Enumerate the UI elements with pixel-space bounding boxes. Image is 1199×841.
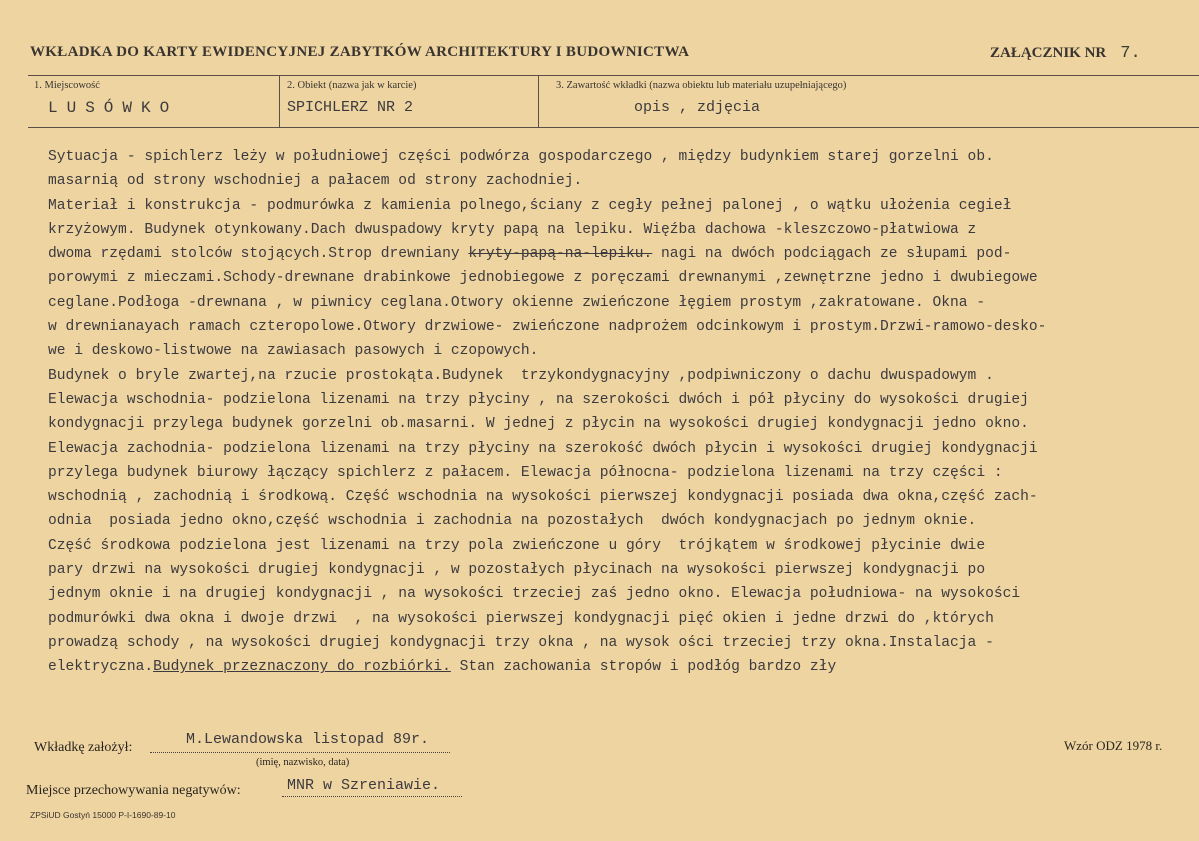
struck-out-text: kryty-papą-na-lepiku. bbox=[468, 246, 653, 263]
header-top-rule bbox=[28, 75, 1199, 76]
underlined-text: Budynek przeznaczony do rozbiórki. bbox=[153, 659, 451, 676]
founder-sub-label: (imię, nazwisko, data) bbox=[256, 757, 350, 768]
contents-value: opis , zdjęcia bbox=[634, 99, 761, 116]
field-divider-2 bbox=[538, 75, 539, 127]
text-segment: dwoma rzędami stolców stojących.Strop drewniany bbox=[48, 246, 469, 263]
text-line bbox=[48, 655, 1198, 679]
text-line: Budynek o bryle zwartej,na rzucie prostokąta.Budynek trzykondygnacyjny ,podpiwniczony o dachu dwuspadowym . bbox=[48, 367, 994, 384]
text-line: Część środkowa podzielona jest lizenami na trzy pola zwieńczone u góry trójkątem w środkowej płycinie dwie bbox=[48, 537, 986, 554]
text-line: Materiał i konstrukcja - podmurówka z kamienia polnego,ściany z cegły pełnej palonej , o wątku ułożenia cegieł bbox=[48, 197, 1012, 214]
text-segment: elektryczna. bbox=[48, 659, 154, 676]
founder-value: M.Lewandowska listopad 89r. bbox=[186, 731, 430, 748]
form-pattern-note: Wzór ODZ 1978 r. bbox=[1064, 738, 1163, 753]
storage-label: Miejsce przechowywania negatywów: bbox=[26, 783, 241, 798]
founder-label: Wkładkę założył: bbox=[34, 740, 133, 755]
text-line: ceglane.Podłoga -drewnana , w piwnicy ceglana.Otwory okienne zwieńczone łęgiem prostym ,zakratowane. Okna - bbox=[48, 294, 986, 311]
place-value: LUSÓWKO bbox=[48, 99, 179, 117]
text-line: kondygnacji przylega budynek gorzelni ob.masarni. W jednej z płycin na wysokości drugiej kondygnacji jedno okno. bbox=[48, 416, 1029, 433]
text-segment: Stan zachowania stropów i podłóg bardzo zły bbox=[450, 659, 837, 676]
text-segment: nagi na dwóch podciągach ze słupami pod- bbox=[652, 246, 1012, 263]
text-line: porowymi z mieczami.Schody-drewnane drabinkowe jednobiegowe z poręczami drewnanymi ,zewnętrzne jedno i dwubiegowe bbox=[48, 270, 1038, 287]
storage-dotted-line bbox=[282, 796, 462, 797]
annex-number: 7. bbox=[1120, 44, 1141, 63]
annex-label-text: ZAŁĄCZNIK NR bbox=[990, 45, 1107, 61]
text-line: przylega budynek biurowy łączący spichlerz z pałacem. Elewacja północna- podzielona lizenami na trzy części : bbox=[48, 464, 1003, 481]
text-line: we i deskowo-listwowe na zawiasach pasowych i czopowych. bbox=[48, 343, 539, 360]
text-line: podmurówki dwa okna i dwoje drzwi , na wysokości pierwszej kondygnacji pięć okien i jedne drzwi do ,których bbox=[48, 610, 994, 627]
text-line: Elewacja zachodnia- podzielona lizenami na trzy płyciny na szerokość dwóch płycin i wysokości drugiej kondygnacji bbox=[48, 440, 1038, 457]
text-line: masarnią od strony wschodniej a pałacem od strony zachodniej. bbox=[48, 173, 583, 190]
card-title: WKŁADKA DO KARTY EWIDENCYJNEJ ZABYTKÓW ARCHITEKTURY I BUDOWNICTWA bbox=[30, 44, 690, 60]
text-line: w drewnianayach ramach czteropolowe.Otwory drzwiowe- zwieńczone nadprożem odcinkowym i prostym.Drzwi-ramowo-desko- bbox=[48, 319, 1047, 336]
text-line: krzyżowym. Budynek otynkowany.Dach dwuspadowy kryty papą na lepiku. Więźba dachowa -kleszczowo-płatwiowa z bbox=[48, 221, 977, 238]
founder-dotted-line bbox=[150, 752, 450, 753]
printer-note: ZPSiUD Gostyń 15000 P-I-1690-89-10 bbox=[30, 810, 176, 820]
field-divider-1 bbox=[279, 75, 280, 127]
object-label: 2. Obiekt (nazwa jak w karcie) bbox=[287, 80, 417, 91]
header-bottom-rule bbox=[28, 127, 1199, 128]
storage-value: MNR w Szreniawie. bbox=[287, 777, 441, 794]
contents-label: 3. Zawartość wkładki (nazwa obiektu lub materiału uzupełniającego) bbox=[556, 80, 847, 91]
text-line: odnia posiada jedno okno,część wschodnia i zachodnia na pozostałych dwóch kondygnacjach po jednym oknie. bbox=[48, 513, 977, 530]
place-label: 1. Miejscowość bbox=[34, 80, 100, 91]
text-line: Sytuacja - spichlerz leży w południowej części podwórza gospodarczego , między budynkiem starej gorzelni ob. bbox=[48, 149, 994, 165]
text-line: pary drzwi na wysokości drugiej kondygnacji , w pozostałych płycinach na wysokości pierwszej kondygnacji po bbox=[48, 562, 986, 579]
description-text bbox=[48, 145, 1198, 680]
text-line: wschodnią , zachodnią i środkową. Część wschodnia na wysokości pierwszej kondygnacji posiada dwa okna,część zach- bbox=[48, 489, 1038, 506]
text-line: jednym oknie i na drugiej kondygnacji , na wysokości trzeciej zaś jedno okno. Elewacja południowa- na wysokości bbox=[48, 586, 1021, 603]
text-line: prowadzą schody , na wysokości drugiej kondygnacji trzy okna , na wysok ości trzeciej trzy okna.Instalacja - bbox=[48, 634, 994, 651]
text-line: Elewacja wschodnia- podzielona lizenami na trzy płyciny , na szerokości dwóch i pół płyciny do wysokości drugiej bbox=[48, 391, 1029, 408]
text-line bbox=[48, 242, 1198, 266]
annex-label bbox=[990, 44, 1141, 63]
object-value: SPICHLERZ NR 2 bbox=[287, 99, 414, 116]
